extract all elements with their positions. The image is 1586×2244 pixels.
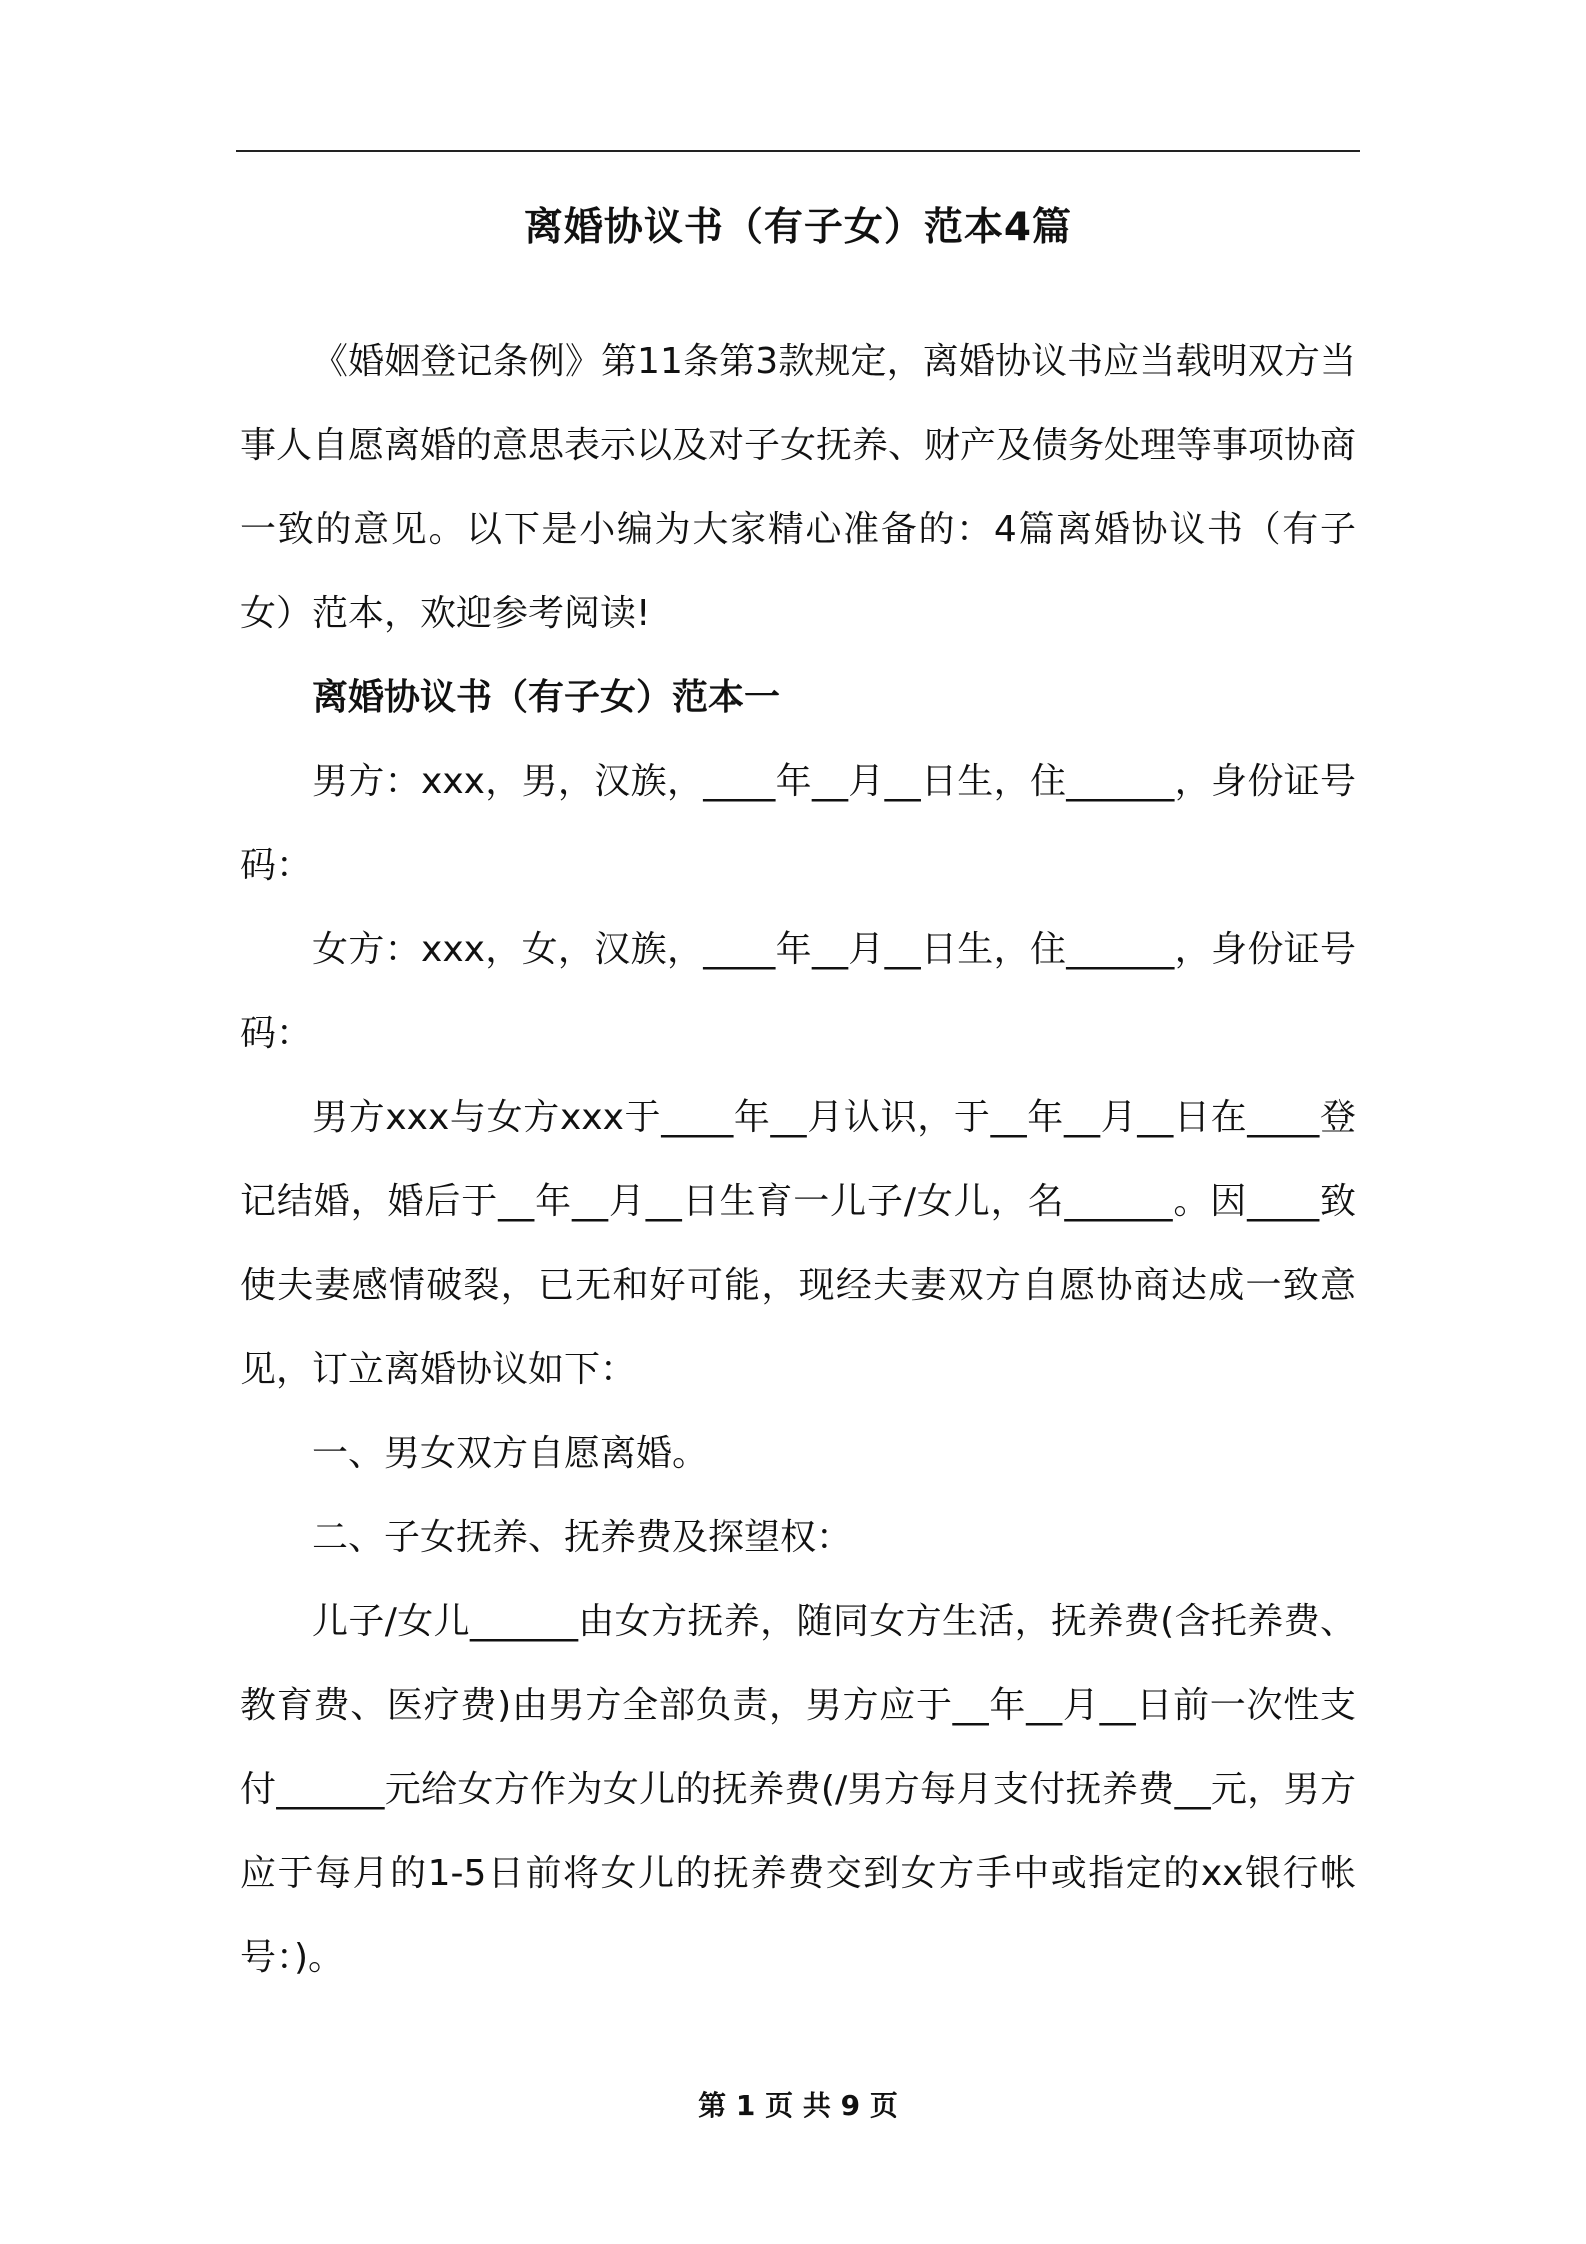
child-support-paragraph: 儿子/女儿______由女方抚养，随同女方生活，抚养费(含托养费、教育费、医疗费)由男方全部负责，男方应于__年__月__日前一次性支付______元给女方作为女儿的抚养费(/男方每月支付抚养费__元，男方应于每月的1-5日前将女儿的抚养费交到女方手中或指定的xx银行帐号：)。 <box>240 1601 1356 1978</box>
female-party-paragraph: 女方：xxx，女，汉族，____年__月__日生，住______，身份证号码： <box>240 929 1356 1054</box>
document-title: 离婚协议书（有子女）范本4篇 <box>523 205 1073 250</box>
male-party-paragraph: 男方：xxx，男，汉族，____年__月__日生，住______，身份证号码： <box>240 761 1356 886</box>
page-footer: 第 1 页 共 9 页 <box>698 2089 898 2122</box>
document-body <box>240 320 1356 2000</box>
intro-paragraph: 《婚姻登记条例》第11条第3款规定，离婚协议书应当载明双方当事人自愿离婚的意思表示以及对子女抚养、财产及债务处理等事项协商一致的意见。以下是小编为大家精心准备的：4篇离婚协议书（有子女）范本，欢迎参考阅读! <box>240 341 1357 634</box>
clause-one: 一、男女双方自愿离婚。 <box>312 1433 709 1474</box>
clause-two-heading: 二、子女抚养、抚养费及探望权： <box>312 1517 853 1558</box>
section-heading: 离婚协议书（有子女）范本一 <box>312 677 781 718</box>
header-rule <box>236 150 1360 152</box>
marriage-background-paragraph: 男方xxx与女方xxx于____年__月认识，于__年__月__日在____登记结婚，婚后于__年__月__日生育一儿子/女儿，名______。因____致使夫妻感情破裂，已无和好可能，现经夫妻双方自愿协商达成一致意见，订立离婚协议如下： <box>240 1097 1356 1390</box>
